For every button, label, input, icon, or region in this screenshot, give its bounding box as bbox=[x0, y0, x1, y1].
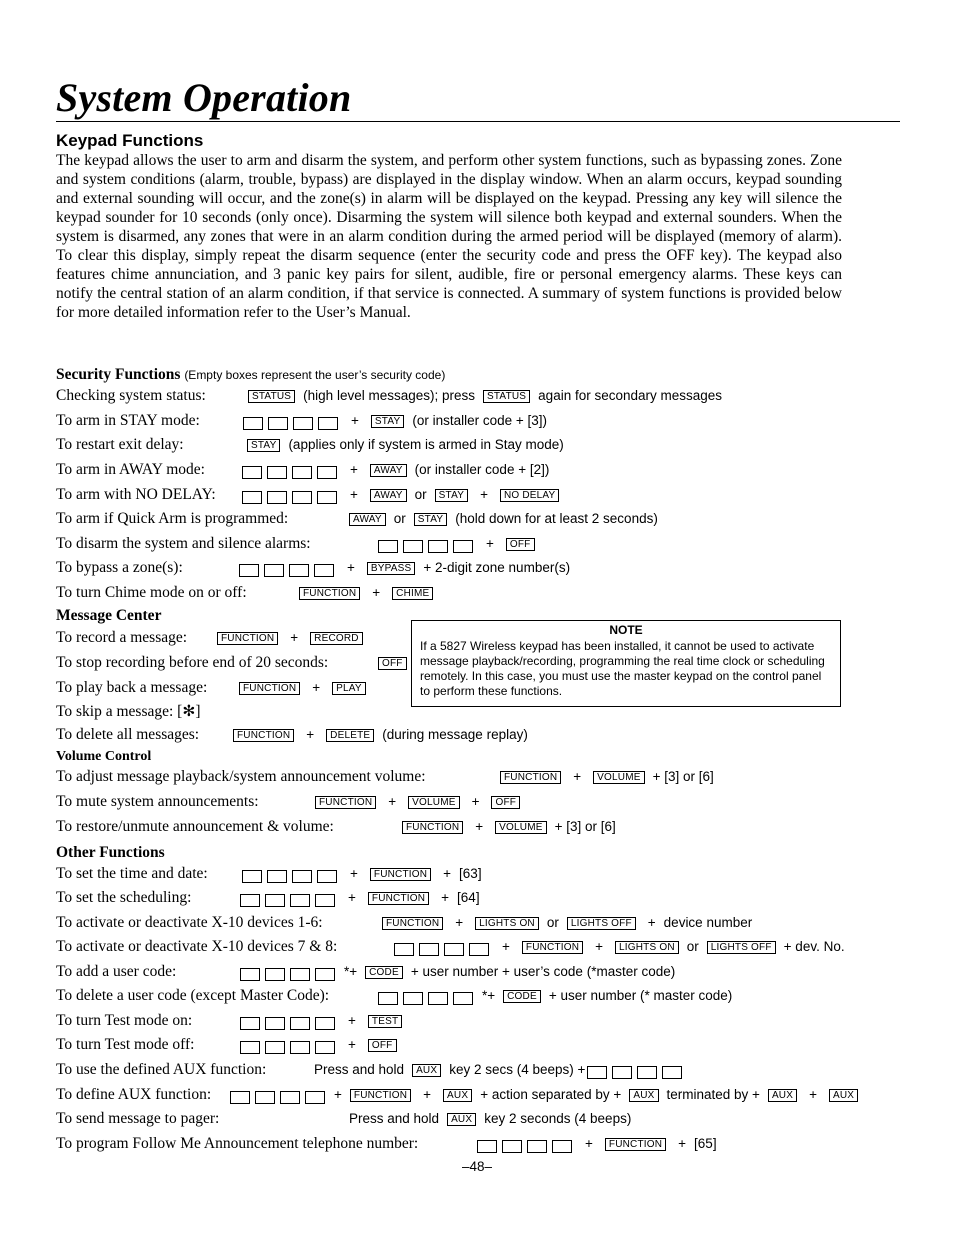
sequence-text: [63] bbox=[459, 866, 482, 881]
key-stay: STAY bbox=[247, 439, 280, 452]
sequence-text: (hold down for at least 2 seconds) bbox=[455, 511, 658, 526]
key-function: FUNCTION bbox=[299, 587, 360, 600]
sequence-text: + 2-digit zone number(s) bbox=[423, 560, 571, 575]
function-label: To turn Test mode off: bbox=[56, 1036, 195, 1053]
code-digit-box bbox=[240, 1041, 260, 1054]
key-away: AWAY bbox=[370, 489, 407, 502]
function-label: To arm with NO DELAY: bbox=[56, 486, 216, 503]
key-sequence bbox=[241, 435, 566, 455]
security-code-boxes bbox=[477, 1137, 577, 1152]
key-sequence bbox=[343, 509, 660, 529]
key-sequence bbox=[240, 1011, 408, 1031]
security-heading-text: Security Functions bbox=[56, 366, 181, 383]
function-label: To turn Chime mode on or off: bbox=[56, 584, 247, 601]
security-code-boxes bbox=[240, 891, 340, 906]
code-digit-box bbox=[315, 1017, 335, 1030]
key-code: CODE bbox=[365, 966, 403, 979]
key-sequence bbox=[242, 460, 551, 480]
security-code-boxes bbox=[243, 414, 343, 429]
key-aux: AUX bbox=[412, 1064, 441, 1077]
plus-operator: + bbox=[350, 487, 358, 502]
plus-operator: + bbox=[471, 794, 480, 809]
security-code-boxes bbox=[378, 989, 478, 1004]
plus-operator: + bbox=[350, 866, 358, 881]
sequence-text: (or installer code + [2]) bbox=[414, 462, 550, 477]
security-code-boxes bbox=[240, 1038, 340, 1053]
key-sequence bbox=[477, 1134, 719, 1154]
key-sequence bbox=[312, 1060, 689, 1080]
key-aux: AUX bbox=[829, 1089, 858, 1102]
sequence-text: [65] bbox=[694, 1136, 717, 1151]
code-digit-box bbox=[290, 894, 310, 907]
key-sequence bbox=[233, 678, 372, 698]
key-stay: STAY bbox=[435, 489, 468, 502]
security-code-boxes bbox=[394, 940, 494, 955]
plus-operator: + bbox=[351, 413, 359, 428]
key-sequence bbox=[239, 558, 572, 578]
plus-operator: + bbox=[290, 630, 299, 645]
function-label: To skip a message: [✻] bbox=[56, 703, 201, 720]
function-label: To bypass a zone(s): bbox=[56, 559, 183, 576]
sequence-text: + user number + user’s code (*master code) bbox=[410, 964, 676, 979]
sequence-text: *+ bbox=[482, 988, 496, 1003]
plus-operator: + bbox=[455, 915, 464, 930]
code-digit-box bbox=[255, 1091, 275, 1104]
code-digit-box bbox=[267, 870, 287, 883]
key-sequence bbox=[293, 583, 439, 603]
message-center-heading: Message Center bbox=[56, 607, 162, 624]
plus-operator: + bbox=[809, 1087, 817, 1102]
security-code-boxes bbox=[230, 1088, 330, 1103]
plus-operator: + bbox=[423, 1087, 432, 1102]
function-label: To delete a user code (except Master Code): bbox=[56, 987, 330, 1004]
code-digit-box bbox=[318, 417, 338, 430]
key-no-delay: NO DELAY bbox=[500, 489, 559, 502]
code-digit-box bbox=[290, 1041, 310, 1054]
key-sequence bbox=[227, 725, 530, 745]
code-digit-box bbox=[317, 491, 337, 504]
key-volume: VOLUME bbox=[593, 771, 644, 784]
code-digit-box bbox=[265, 894, 285, 907]
security-code-boxes bbox=[587, 1063, 687, 1078]
other-functions-heading: Other Functions bbox=[56, 844, 165, 861]
key-sequence bbox=[378, 534, 541, 554]
key-volume: VOLUME bbox=[408, 796, 459, 809]
key-stay: STAY bbox=[371, 415, 404, 428]
function-label: To use the defined AUX function: bbox=[56, 1061, 267, 1078]
plus-operator: + bbox=[441, 890, 450, 905]
plus-operator: + bbox=[480, 487, 488, 502]
function-label: To activate or deactivate X-10 devices 7 & 8: bbox=[56, 938, 338, 955]
sequence-text: (applies only if system is armed in Stay mode) bbox=[288, 437, 564, 452]
code-digit-box bbox=[637, 1066, 657, 1079]
key-sequence bbox=[242, 864, 484, 884]
key-function: FUNCTION bbox=[217, 632, 278, 645]
sequence-text: or bbox=[546, 915, 559, 930]
key-function: FUNCTION bbox=[315, 796, 376, 809]
page-number: –48– bbox=[461, 1159, 493, 1174]
key-function: FUNCTION bbox=[500, 771, 561, 784]
key-function: FUNCTION bbox=[233, 729, 294, 742]
code-digit-box bbox=[240, 1017, 260, 1030]
function-label: To stop recording before end of 20 seconds: bbox=[56, 654, 329, 671]
key-aux: AUX bbox=[447, 1113, 476, 1126]
key-code: CODE bbox=[503, 990, 541, 1003]
function-label: To add a user code: bbox=[56, 963, 177, 980]
sequence-text: (high level messages); press bbox=[303, 388, 475, 403]
code-digit-box bbox=[242, 870, 262, 883]
code-digit-box bbox=[268, 417, 288, 430]
security-code-boxes bbox=[239, 561, 339, 576]
sequence-text: (during message replay) bbox=[382, 727, 528, 742]
key-status: STATUS bbox=[483, 390, 530, 403]
code-digit-box bbox=[612, 1066, 632, 1079]
key-sequence bbox=[240, 962, 677, 982]
key-sequence bbox=[394, 937, 847, 957]
plus-operator: + bbox=[486, 536, 494, 551]
code-digit-box bbox=[527, 1140, 547, 1153]
function-label: To delete all messages: bbox=[56, 726, 200, 743]
key-sequence bbox=[378, 986, 734, 1006]
key-sequence bbox=[347, 1109, 633, 1129]
keypad-functions-heading: Keypad Functions bbox=[56, 131, 204, 150]
code-digit-box bbox=[469, 943, 489, 956]
sequence-text: Press and hold bbox=[349, 1111, 440, 1126]
code-digit-box bbox=[453, 540, 473, 553]
code-digit-box bbox=[243, 417, 263, 430]
code-digit-box bbox=[265, 968, 285, 981]
sequence-text: key 2 seconds (4 beeps) bbox=[484, 1111, 632, 1126]
security-code-boxes bbox=[242, 463, 342, 478]
code-digit-box bbox=[240, 894, 260, 907]
key-sequence bbox=[230, 1085, 864, 1105]
key-off: OFF bbox=[506, 538, 535, 551]
key-bypass: BYPASS bbox=[367, 562, 415, 575]
code-digit-box bbox=[662, 1066, 682, 1079]
function-label: To arm if Quick Arm is programmed: bbox=[56, 510, 289, 527]
sequence-text: or bbox=[393, 511, 406, 526]
code-digit-box bbox=[403, 540, 423, 553]
sequence-text: + user number (* master code) bbox=[548, 988, 733, 1003]
code-digit-box bbox=[290, 968, 310, 981]
key-function: FUNCTION bbox=[368, 892, 429, 905]
key-function: FUNCTION bbox=[239, 682, 300, 695]
code-digit-box bbox=[378, 540, 398, 553]
key-sequence bbox=[396, 817, 618, 837]
code-digit-box bbox=[267, 466, 287, 479]
code-digit-box bbox=[587, 1066, 607, 1079]
code-digit-box bbox=[305, 1091, 325, 1104]
code-digit-box bbox=[240, 968, 260, 981]
key-chime: CHIME bbox=[392, 587, 433, 600]
function-label: To set the time and date: bbox=[56, 865, 208, 882]
code-digit-box bbox=[315, 968, 335, 981]
key-sequence bbox=[376, 913, 754, 933]
code-digit-box bbox=[265, 1017, 285, 1030]
code-digit-box bbox=[477, 1140, 497, 1153]
key-delete: DELETE bbox=[326, 729, 374, 742]
sequence-text: *+ bbox=[344, 964, 358, 979]
key-record: RECORD bbox=[310, 632, 363, 645]
code-digit-box bbox=[265, 1041, 285, 1054]
code-digit-box bbox=[444, 943, 464, 956]
note-box bbox=[411, 620, 841, 707]
code-digit-box bbox=[289, 564, 309, 577]
code-digit-box bbox=[502, 1140, 522, 1153]
function-label: To restart exit delay: bbox=[56, 436, 184, 453]
key-lights-off: LIGHTS OFF bbox=[567, 917, 636, 930]
plus-operator: + bbox=[348, 1037, 356, 1052]
volume-control-heading: Volume Control bbox=[56, 749, 152, 764]
code-digit-box bbox=[230, 1091, 250, 1104]
plus-operator: + bbox=[350, 462, 358, 477]
code-digit-box bbox=[314, 564, 334, 577]
function-label: To adjust message playback/system announcement volume: bbox=[56, 768, 426, 785]
key-play: PLAY bbox=[332, 682, 366, 695]
security-functions-heading bbox=[56, 366, 445, 384]
key-sequence bbox=[242, 485, 565, 505]
security-code-boxes bbox=[242, 488, 342, 503]
sequence-text: + action separated by + bbox=[480, 1087, 622, 1102]
key-status: STATUS bbox=[248, 390, 295, 403]
key-function: FUNCTION bbox=[350, 1089, 411, 1102]
function-label: To arm in AWAY mode: bbox=[56, 461, 205, 478]
key-lights-off: LIGHTS OFF bbox=[707, 941, 776, 954]
code-digit-box bbox=[428, 992, 448, 1005]
key-sequence bbox=[211, 628, 369, 648]
key-function: FUNCTION bbox=[382, 917, 443, 930]
keypad-intro-paragraph: The keypad allows the user to arm and disarm the system, and perform other system functions, such as bypassing zones. Zone and system conditions (alarm, trouble, bypass) are displayed in the display window. When an alarm occurs, keypad sounding and external sounding will occur, and the zone(s) in alarm will be displayed on the keypad. Pressing any key will silence the keypad sounder for 10 seconds (only once). Disarming the system will silence both keypad and external sounders. When the system is disarmed, any zones that were in an alarm condition during the armed period will be displayed (memory of alarm). To clear this display, simply repeat the disarm sequence (enter the security code and press the OFF key). The keypad also features chime annunciation, and 3 panic key pairs for silent, audible, fire or personal emergency alarms. These keys can notify the central station of an alarm condition, if that service is connected. A summary of system functions is provided below for more detailed information refer to the User’s Manual. bbox=[56, 152, 842, 321]
sequence-text: key 2 secs (4 beeps) + bbox=[449, 1062, 586, 1077]
plus-operator: + bbox=[348, 890, 356, 905]
title-rule bbox=[56, 121, 900, 122]
function-label: To disarm the system and silence alarms: bbox=[56, 535, 311, 552]
code-digit-box bbox=[239, 564, 259, 577]
key-sequence bbox=[240, 888, 482, 908]
code-digit-box bbox=[292, 466, 312, 479]
function-label: To arm in STAY mode: bbox=[56, 412, 200, 429]
code-digit-box bbox=[403, 992, 423, 1005]
key-off: OFF bbox=[378, 657, 407, 670]
function-label: To define AUX function: bbox=[56, 1086, 212, 1103]
plus-operator: + bbox=[312, 680, 321, 695]
key-sequence bbox=[494, 767, 716, 787]
plus-operator: + bbox=[372, 585, 381, 600]
plus-operator: + bbox=[348, 1013, 356, 1028]
key-function: FUNCTION bbox=[402, 821, 463, 834]
plus-operator: + bbox=[475, 819, 484, 834]
plus-operator: + bbox=[502, 939, 510, 954]
function-label: To program Follow Me Announcement telephone number: bbox=[56, 1135, 419, 1152]
key-off: OFF bbox=[491, 796, 520, 809]
sequence-text: or bbox=[414, 487, 427, 502]
function-label: To record a message: bbox=[56, 629, 188, 646]
code-digit-box bbox=[290, 1017, 310, 1030]
code-digit-box bbox=[292, 491, 312, 504]
plus-operator: + bbox=[347, 560, 355, 575]
plus-operator: + bbox=[647, 915, 656, 930]
sequence-text: (or installer code + [3]) bbox=[412, 413, 548, 428]
function-label: To activate or deactivate X-10 devices 1-6: bbox=[56, 914, 323, 931]
code-digit-box bbox=[394, 943, 414, 956]
code-digit-box bbox=[317, 466, 337, 479]
code-digit-box bbox=[317, 870, 337, 883]
function-label: To restore/unmute announcement & volume: bbox=[56, 818, 334, 835]
code-digit-box bbox=[293, 417, 313, 430]
key-sequence bbox=[309, 792, 526, 812]
code-digit-box bbox=[264, 564, 284, 577]
code-digit-box bbox=[419, 943, 439, 956]
security-code-boxes bbox=[242, 867, 342, 882]
security-code-boxes bbox=[378, 537, 478, 552]
code-digit-box bbox=[378, 992, 398, 1005]
key-aux: AUX bbox=[629, 1089, 658, 1102]
sequence-text: [64] bbox=[457, 890, 480, 905]
plus-operator: + bbox=[306, 727, 315, 742]
code-digit-box bbox=[315, 1041, 335, 1054]
code-digit-box bbox=[242, 466, 262, 479]
key-lights-on: LIGHTS ON bbox=[615, 941, 679, 954]
sequence-text: again for secondary messages bbox=[538, 388, 723, 403]
key-aux: AUX bbox=[443, 1089, 472, 1102]
code-digit-box bbox=[428, 540, 448, 553]
key-function: FUNCTION bbox=[605, 1138, 666, 1151]
sequence-text: + [3] or [6] bbox=[652, 769, 714, 784]
key-away: AWAY bbox=[349, 513, 386, 526]
sequence-text: or bbox=[686, 939, 699, 954]
key-sequence bbox=[242, 386, 724, 406]
note-title: NOTE bbox=[609, 623, 643, 637]
key-function: FUNCTION bbox=[522, 941, 583, 954]
code-digit-box bbox=[242, 491, 262, 504]
sequence-text: + dev. No. bbox=[783, 939, 845, 954]
key-test: TEST bbox=[368, 1015, 402, 1028]
key-off: OFF bbox=[368, 1039, 397, 1052]
security-code-boxes bbox=[240, 1014, 340, 1029]
function-label: To play back a message: bbox=[56, 679, 208, 696]
key-aux: AUX bbox=[768, 1089, 797, 1102]
key-stay: STAY bbox=[414, 513, 447, 526]
note-body: If a 5827 Wireless keypad has been installed, it cannot be used to activate message playback/recording, programming the real time clock or scheduling remotely. In this case, you must use the master keypad on the control panel to perform these functions. bbox=[420, 639, 825, 698]
code-digit-box bbox=[552, 1140, 572, 1153]
security-subnote: (Empty boxes represent the user’s security code) bbox=[184, 368, 446, 382]
key-sequence bbox=[240, 1035, 403, 1055]
function-label: To send message to pager: bbox=[56, 1110, 220, 1127]
function-label: To set the scheduling: bbox=[56, 889, 192, 906]
plus-operator: + bbox=[573, 769, 582, 784]
sequence-text: Press and hold bbox=[314, 1062, 405, 1077]
code-digit-box bbox=[453, 992, 473, 1005]
key-volume: VOLUME bbox=[495, 821, 546, 834]
security-code-boxes bbox=[240, 965, 340, 980]
plus-operator: + bbox=[388, 794, 397, 809]
key-function: FUNCTION bbox=[370, 868, 431, 881]
sequence-text: device number bbox=[663, 915, 753, 930]
function-label: Checking system status: bbox=[56, 387, 206, 404]
sequence-text: + bbox=[334, 1087, 342, 1102]
code-digit-box bbox=[315, 894, 335, 907]
key-sequence bbox=[372, 653, 413, 673]
function-label: To turn Test mode on: bbox=[56, 1012, 193, 1029]
key-lights-on: LIGHTS ON bbox=[475, 917, 539, 930]
function-label: To mute system announcements: bbox=[56, 793, 259, 810]
code-digit-box bbox=[267, 491, 287, 504]
plus-operator: + bbox=[678, 1136, 687, 1151]
page-title: System Operation bbox=[56, 75, 352, 120]
sequence-text: + [3] or [6] bbox=[554, 819, 616, 834]
sequence-text: terminated by + bbox=[666, 1087, 760, 1102]
code-digit-box bbox=[292, 870, 312, 883]
plus-operator: + bbox=[595, 939, 604, 954]
plus-operator: + bbox=[443, 866, 452, 881]
code-digit-box bbox=[280, 1091, 300, 1104]
plus-operator: + bbox=[585, 1136, 593, 1151]
key-away: AWAY bbox=[370, 464, 407, 477]
key-sequence bbox=[243, 411, 549, 431]
